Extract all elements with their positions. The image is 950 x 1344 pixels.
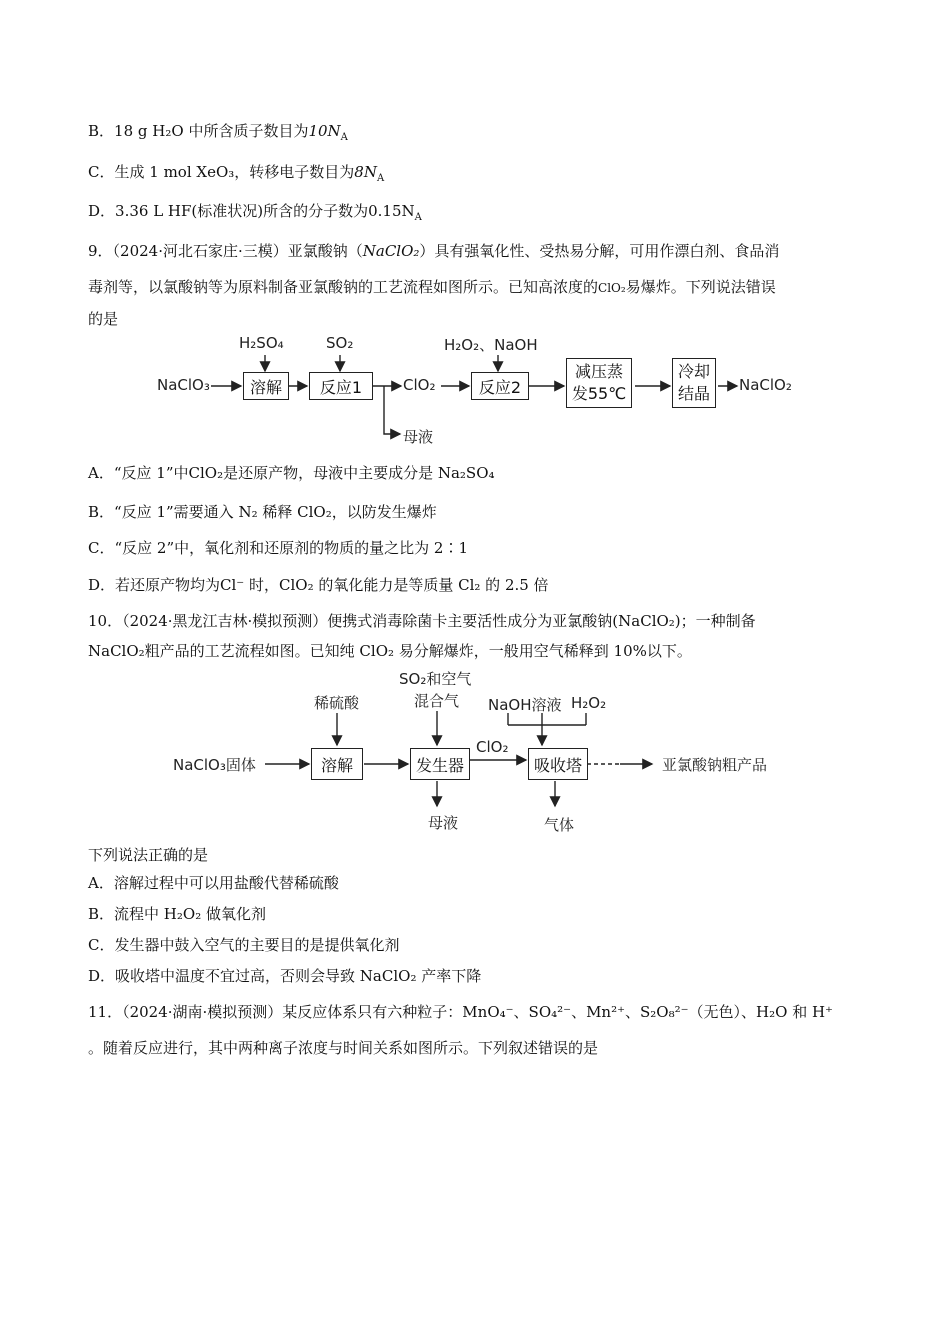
q10-option-d: D．吸收塔中温度不宜过高，否则会导致 NaClO₂ 产率下降 [88, 967, 482, 985]
q10-flow-end: 亚氯酸钠粗产品 [662, 756, 768, 774]
q10-flow-box-dissolve: 溶解 [311, 748, 363, 780]
q8-option-c: C．生成 1 mol XeO₃，转移电子数目为$8N_A$ [88, 163, 385, 184]
q9-flow-reagent3: H₂O₂、NaOH [444, 336, 538, 354]
q9-stem-line-2: 毒剂等，以氯酸钠等为原料制备亚氯酸钠的工艺流程如图所示。已知高浓度的ClO₂易爆炸。下列说法错误 [88, 278, 776, 296]
q11-stem-line-2: 。随着反应进行，其中两种离子浓度与时间关系如图所示。下列叙述错误的是 [88, 1039, 599, 1057]
q9-flow-box-crystallize: 冷却结晶 [672, 358, 716, 408]
q9-flow-side-output: 母液 [403, 428, 434, 446]
q10-option-b: B．流程中 H₂O₂ 做氧化剂 [88, 905, 266, 923]
q10-flow-box-absorber: 吸收塔 [528, 748, 588, 780]
q9-flow-box-dissolve: 溶解 [243, 372, 289, 400]
q10-stem-line-2: NaClO₂粗产品的工艺流程如图。已知纯 ClO₂ 易分解爆炸，一般用空气稀释到 10%以下。 [88, 642, 692, 660]
q9-flow-box-reaction2: 反应2 [471, 372, 529, 400]
q10-flow-side2: 气体 [544, 816, 575, 834]
q9-option-a: A．“反应 1”中ClO₂是还原产物，母液中主要成分是 Na₂SO₄ [88, 464, 495, 482]
q10-option-a: A．溶解过程中可以用盐酸代替稀硫酸 [88, 874, 339, 892]
q9-flow-box-evaporate: 减压蒸发55℃ [566, 358, 632, 408]
q9-option-b: B．“反应 1”需要通入 N₂ 稀释 ClO₂，以防发生爆炸 [88, 503, 437, 521]
q10-stem-line-1: 10．（2024·黑龙江吉林·模拟预测）便携式消毒除菌卡主要活性成分为亚氯酸钠(NaClO₂)；一种制备 [88, 612, 756, 630]
q9-flow-end: NaClO₂ [739, 376, 792, 394]
q10-flow-reagent2-line1: SO₂和空气 [399, 670, 472, 688]
q11-stem-line-1: 11．（2024·湖南·模拟预测）某反应体系只有六种粒子：MnO₄⁻、SO₄²⁻、Mn²⁺、S₂O₈²⁻（无色）、H₂O 和 H⁺ [88, 1003, 833, 1021]
q10-flow-reagent1: 稀硫酸 [314, 694, 360, 712]
q9-flow-reagent2: SO₂ [326, 334, 354, 352]
q9-flow-start: NaClO₃ [157, 376, 210, 394]
q9-flow-mid-product: ClO₂ [403, 376, 436, 394]
q8-option-d: D．3.36 L HF(标准状况)所含的分子数为$0.15N_A$ [88, 202, 422, 223]
q10-flow-reagent2-line2: 混合气 [414, 692, 460, 710]
q10-flow-side1: 母液 [428, 814, 459, 832]
q10-flow-start: NaClO₃固体 [173, 756, 256, 774]
q10-flow-box-generator: 发生器 [410, 748, 470, 780]
q9-stem-line-1: 9．（2024·河北石家庄·三模）亚氯酸钠（NaClO₂）具有强氧化性、受热易分解，可用作漂白剂、食品消 [88, 242, 780, 260]
q9-option-c: C．“反应 2”中，氧化剂和还原剂的物质的量之比为 2∶1 [88, 539, 468, 557]
q9-stem-line-3: 的是 [88, 310, 119, 328]
q10-flow-reagent3a: NaOH溶液 [488, 696, 562, 714]
q10-flow-reagent3b: H₂O₂ [571, 694, 607, 712]
q9-flow-box-reaction1: 反应1 [309, 372, 373, 400]
q9-option-d: D．若还原产物均为Cl⁻ 时，ClO₂ 的氧化能力是等质量 Cl₂ 的 2.5 倍 [88, 576, 549, 594]
q10-question: 下列说法正确的是 [88, 846, 209, 864]
q10-flow-mid-product: ClO₂ [476, 738, 509, 756]
q8-option-b: B．18 g H₂O 中所含质子数目为$10N_A$ [88, 122, 348, 143]
q9-flow-reagent1: H₂SO₄ [239, 334, 284, 352]
q10-option-c: C．发生器中鼓入空气的主要目的是提供氧化剂 [88, 936, 400, 954]
